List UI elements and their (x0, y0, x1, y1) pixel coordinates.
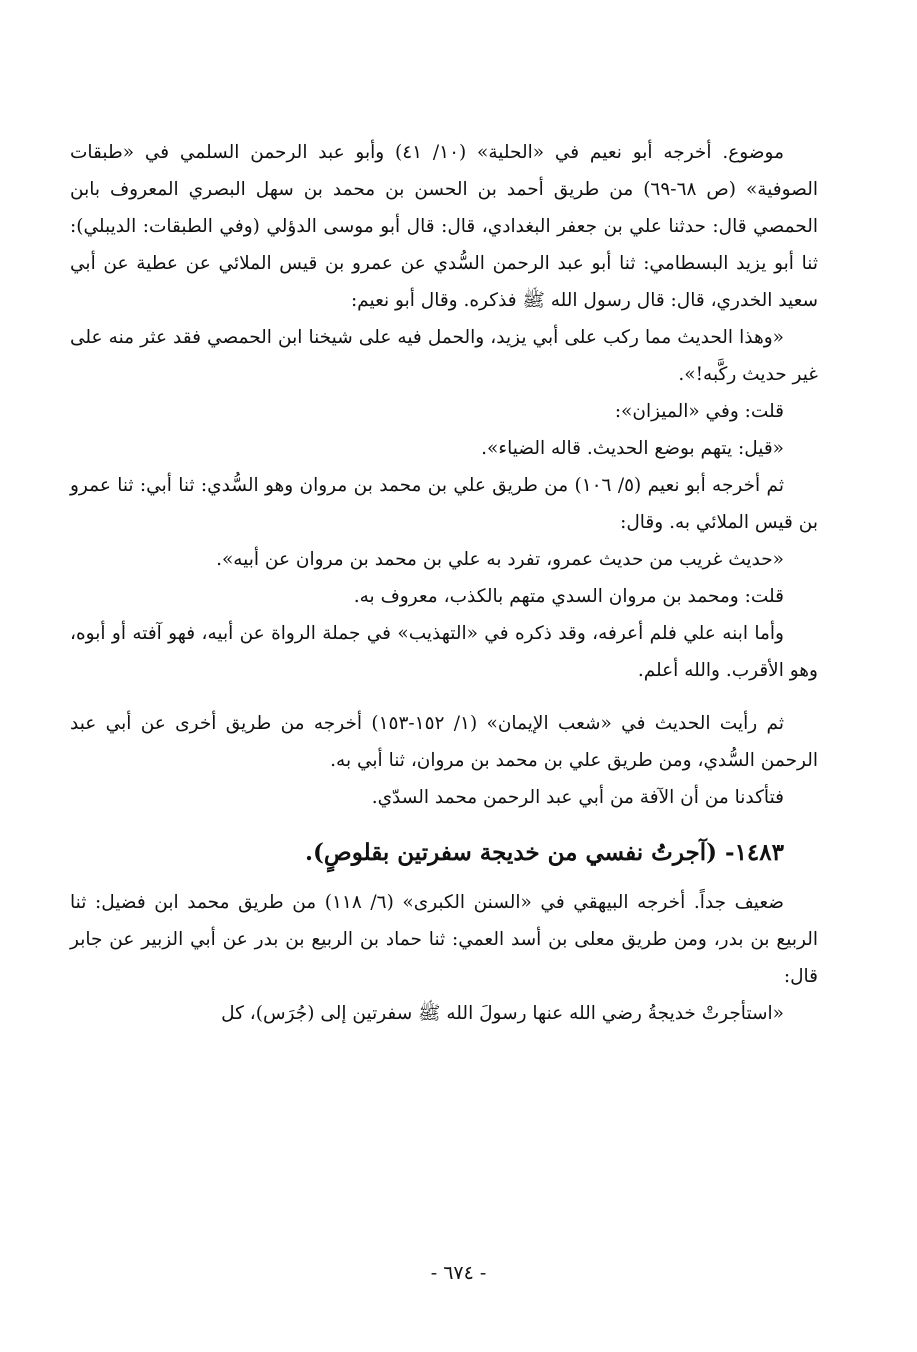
paragraph-12: «استأجرتْ خديجةُ رضي الله عنها رسولَ الله ﷺ سفرتين إلى (جُرَس)، كل (221, 1003, 784, 1024)
paragraph-10: فتأكدنا من أن الآفة من أبي عبد الرحمن محمد السدّي. (371, 787, 784, 808)
paragraph-1: موضوع. أخرجه أبو نعيم في «الحلية» (١٠/ ٤١) وأبو عبد الرحمن السلمي في «طبقات الصوفية» (ص ٦٨-٦٩) من طريق أحمد بن الحسن بن محمد بن سهل البصري المعروف بابن الحمصي قال: حدثنا علي بن جعفر البغدادي، قال: قال أبو موسى الدؤلي (وفي الطبقات: الديبلي): ثنا أبو يزيد البسطامي: ثنا أبو عبد الرحمن السُّدي عن عمرو بن قيس الملائي عن عطية عن أبي سعيد الخدري، قال: قال رسول الله ﷺ فذكره. وقال أبو نعيم: (70, 142, 818, 311)
paragraph-11: ضعيف جداً. أخرجه البيهقي في «السنن الكبرى» (٦/ ١١٨) من طريق محمد ابن فضيل: ثنا الربيع بن بدر، ومن طريق معلى بن أسد العمي: ثنا حماد بن الربيع بن بدر عن أبي الزبير عن جابر قال: (70, 892, 818, 987)
paragraph-2: «وهذا الحديث مما ركب على أبي يزيد، والحمل فيه على شيخنا ابن الحمصي فقد عثر منه على غير حديث ركَّبه!». (70, 327, 818, 385)
paragraph-6: «حديث غريب من حديث عمرو، تفرد به علي بن محمد بن مروان عن أبيه». (216, 549, 784, 570)
paragraph-3: قلت: وفي «الميزان»: (614, 401, 784, 422)
paragraph-8: وأما ابنه علي فلم أعرفه، وقد ذكره في «التهذيب» في جملة الرواة عن أبيه، فهو آفته أو أبوه، وهو الأقرب. والله أعلم. (70, 623, 818, 681)
paragraph-7: قلت: ومحمد بن مروان السدي متهم بالكذب، معروف به. (353, 586, 784, 607)
paragraph-9: ثم رأيت الحديث في «شعب الإيمان» (١/ ١٥٢-١٥٣) أخرجه من طريق أخرى عن أبي عبد الرحمن السُّدي، ومن طريق علي بن محمد بن مروان، ثنا أبي به. (70, 713, 818, 771)
paragraph-5: ثم أخرجه أبو نعيم (٥/ ١٠٦) من طريق علي بن محمد بن مروان وهو السُّدي: ثنا أبي: ثنا عمرو بن قيس الملائي به. وقال: (70, 475, 818, 533)
hadith-heading: ١٤٨٣- (آجرتُ نفسي من خديجة سفرتين بقلوصٍ). (305, 839, 784, 866)
paragraph-4: «قيل: يتهم بوضع الحديث. قاله الضياء». (481, 438, 784, 459)
page-body (70, 134, 818, 1032)
page-number: - ٦٧٤ - (430, 1262, 487, 1284)
